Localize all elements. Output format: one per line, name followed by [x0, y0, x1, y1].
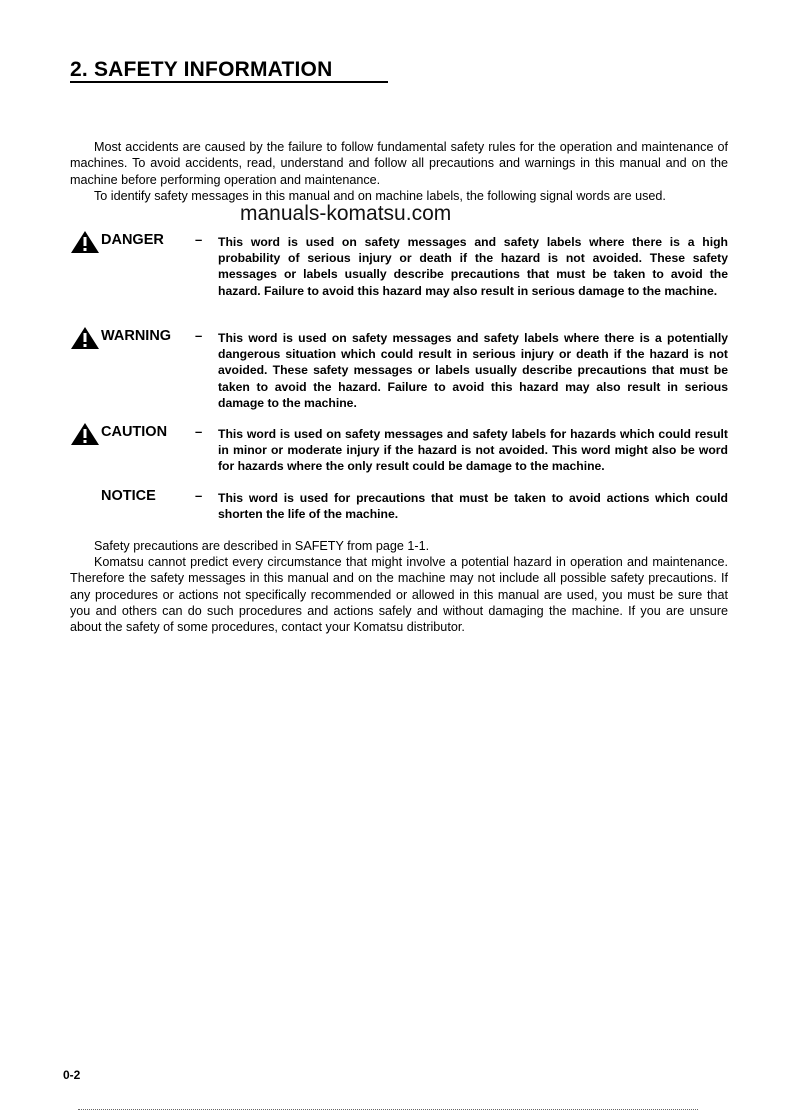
warning-triangle-icon — [70, 422, 100, 446]
warning-triangle-icon — [70, 326, 100, 350]
footer-rule — [78, 1109, 698, 1111]
closing-paragraph-2 — [70, 554, 728, 635]
closing-paragraph-1-text: Safety precautions are described in SAFETY from page 1-1. — [94, 539, 430, 553]
signal-word-danger — [70, 228, 730, 318]
signal-word-description: This word is used on safety messages and safety labels where there is a potentially dangerous situation which could result in serious injury or death if the hazard is not avoided. These safety messages or labels usually describe precautions that must be taken to avoid the hazard. Failure to avoid this hazard may also result in serious damage to the machine. — [218, 331, 728, 410]
signal-word-description: This word is used for precautions that must be taken to avoid actions which could shorten the life of the machine. — [218, 491, 728, 522]
intro-paragraph-2-text: To identify safety messages in this manual and on machine labels, the following signal words are used. — [94, 189, 666, 203]
watermark: manuals-komatsu.com — [240, 202, 452, 225]
dash-separator: – — [195, 488, 203, 503]
closing-paragraph-1 — [70, 538, 728, 554]
dash-separator: – — [195, 232, 203, 247]
intro-paragraph-1 — [70, 139, 728, 188]
warning-triangle-icon — [70, 230, 100, 254]
title-underline — [70, 81, 388, 83]
signal-word-description: This word is used on safety messages and safety labels where there is a high probability of serious injury or death if the hazard is not avoided. These safety messages or labels usually describe precautions that must be taken to avoid the hazard. Failure to avoid this hazard may also result in serious damage to the machine. — [218, 235, 728, 298]
signal-word-label: WARNING — [101, 328, 172, 344]
page-title: 2. SAFETY INFORMATION — [70, 58, 333, 81]
closing-paragraph-2-text: Komatsu cannot predict every circumstance that might involve a potential hazard in operation and maintenance. Therefore the safety messages in this manual and on the machine may not include all possible safety precautions. If any procedures or actions not specifically recommended or allowed in this manual are used, you must be sure that you and others can do such procedures and actions safely and without damaging the machine. If you are unsure about the safety of some procedures, contact your Komatsu distributor. — [70, 555, 728, 635]
signal-word-description: This word is used on safety messages and safety labels for hazards which could result in minor or moderate injury if the hazard is not avoided. This word might also be word for hazards where the only result could be damage to the machine. — [218, 427, 728, 474]
signal-word-label: CAUTION — [101, 424, 168, 440]
page-number: 0-2 — [63, 1068, 81, 1082]
signal-word-label: DANGER — [101, 232, 164, 248]
signal-word-warning — [70, 324, 730, 414]
dash-separator: – — [195, 328, 203, 343]
dash-separator: – — [195, 424, 203, 439]
signal-word-label: NOTICE — [101, 488, 156, 504]
intro-paragraph-1-text: Most accidents are caused by the failure to follow fundamental safety rules for the operation and maintenance of machines. To avoid accidents, read, understand and follow all precautions and warnings in this manual and on the machine before performing operation and maintenance. — [70, 140, 728, 187]
